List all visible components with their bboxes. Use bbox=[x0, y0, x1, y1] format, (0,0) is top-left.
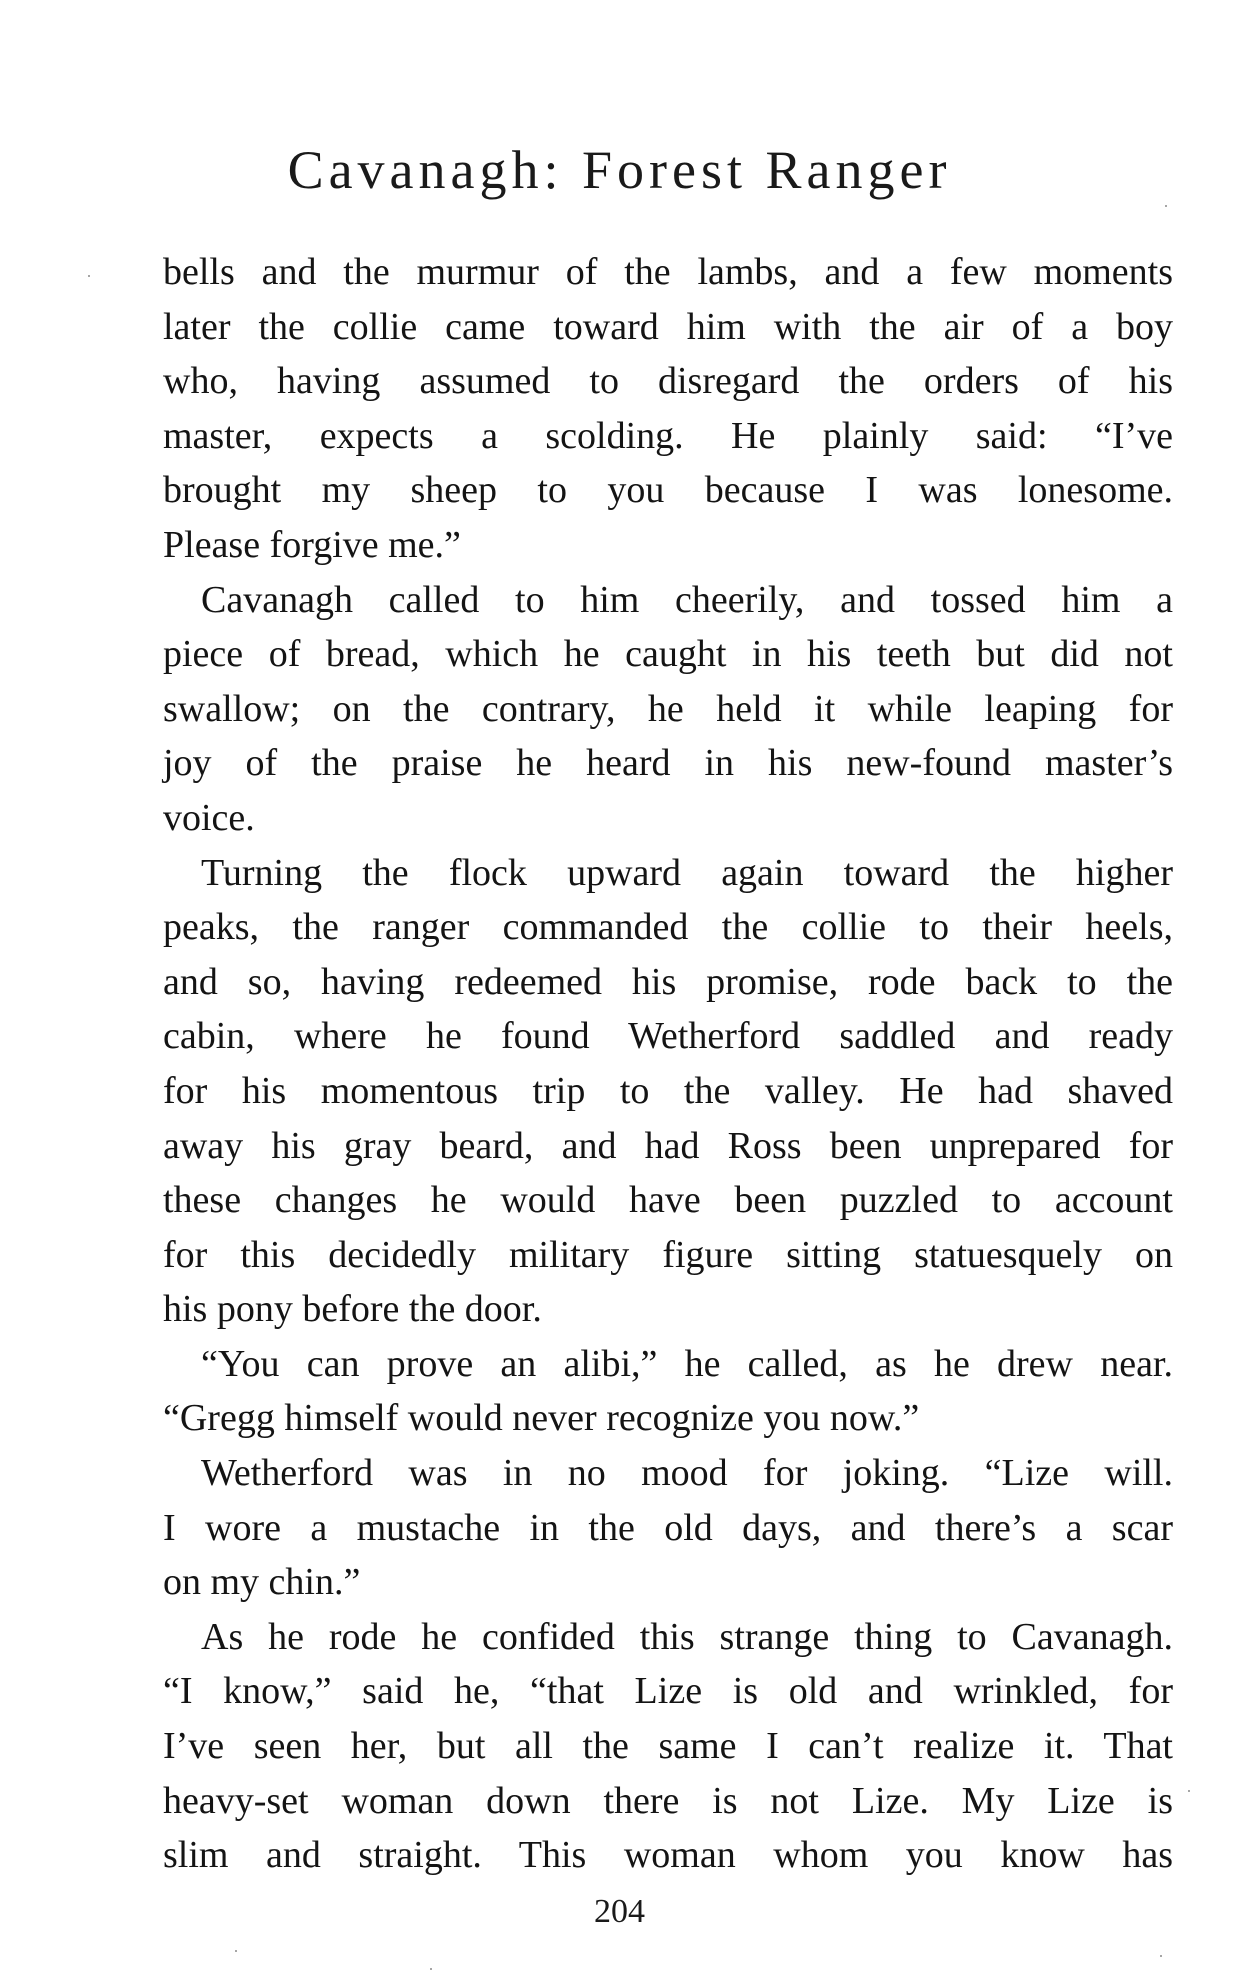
text-line: brought my sheep to you because I was lonesome. bbox=[163, 469, 1173, 512]
text-line: away his gray beard, and had Ross been unprepared for bbox=[163, 1124, 1173, 1167]
text-line: cabin, where he found Wetherford saddled and ready bbox=[163, 1015, 1173, 1058]
text-line: for his momentous trip to the valley. He had shaved bbox=[163, 1069, 1173, 1112]
text-line: piece of bread, which he caught in his teeth but did not bbox=[163, 633, 1173, 676]
text-line: Cavanagh called to him cheerily, and tossed him a bbox=[201, 578, 1173, 621]
text-line: slim and straight. This woman whom you know has bbox=[163, 1834, 1173, 1877]
text-line: I’ve seen her, but all the same I can’t realize it. That bbox=[163, 1725, 1173, 1768]
scan-speck bbox=[1188, 1790, 1190, 1792]
text-line: on my chin.” bbox=[163, 1561, 361, 1604]
text-line: bells and the murmur of the lambs, and a few moments bbox=[163, 251, 1173, 293]
scan-speck bbox=[1165, 205, 1167, 207]
text-line: for this decidedly military figure sitting statuesquely on bbox=[163, 1233, 1173, 1276]
text-line: swallow; on the contrary, he held it while leaping for bbox=[163, 687, 1173, 730]
text-line: As he rode he confided this strange thing to Cavanagh. bbox=[201, 1615, 1173, 1658]
text-line: joy of the praise he heard in his new-found master’s bbox=[163, 742, 1173, 785]
text-line: I wore a mustache in the old days, and there’s a scar bbox=[163, 1506, 1173, 1549]
running-head: Cavanagh: Forest Ranger bbox=[287, 140, 952, 200]
text-line: later the collie came toward him with the air of a boy bbox=[163, 305, 1173, 348]
text-line: Please forgive me.” bbox=[163, 523, 461, 566]
text-line: “Gregg himself would never recognize you now.” bbox=[163, 1397, 920, 1440]
text-line: “You can prove an alibi,” he called, as he drew near. bbox=[201, 1342, 1173, 1385]
text-line: heavy-set woman down there is not Lize. My Lize is bbox=[163, 1779, 1173, 1822]
text-line: peaks, the ranger commanded the collie to their heels, bbox=[163, 906, 1173, 949]
text-line: master, expects a scolding. He plainly said: “I’ve bbox=[163, 414, 1173, 457]
text-line: Turning the flock upward again toward the higher bbox=[201, 851, 1173, 894]
page-number: 204 bbox=[594, 1893, 645, 1930]
scan-speck bbox=[1160, 1955, 1162, 1957]
scan-speck bbox=[88, 275, 90, 277]
body-text bbox=[163, 245, 1173, 1883]
scan-speck bbox=[235, 1950, 237, 1952]
scan-speck bbox=[430, 1968, 432, 1970]
text-line: Wetherford was in no mood for joking. “Lize will. bbox=[201, 1452, 1173, 1495]
text-line: and so, having redeemed his promise, rode back to the bbox=[163, 960, 1173, 1003]
text-line: “I know,” said he, “that Lize is old and wrinkled, for bbox=[163, 1670, 1173, 1713]
text-line: voice. bbox=[163, 796, 255, 839]
text-line: who, having assumed to disregard the orders of his bbox=[163, 360, 1173, 403]
text-line: his pony before the door. bbox=[163, 1288, 542, 1331]
text-line: these changes he would have been puzzled to account bbox=[163, 1179, 1173, 1222]
